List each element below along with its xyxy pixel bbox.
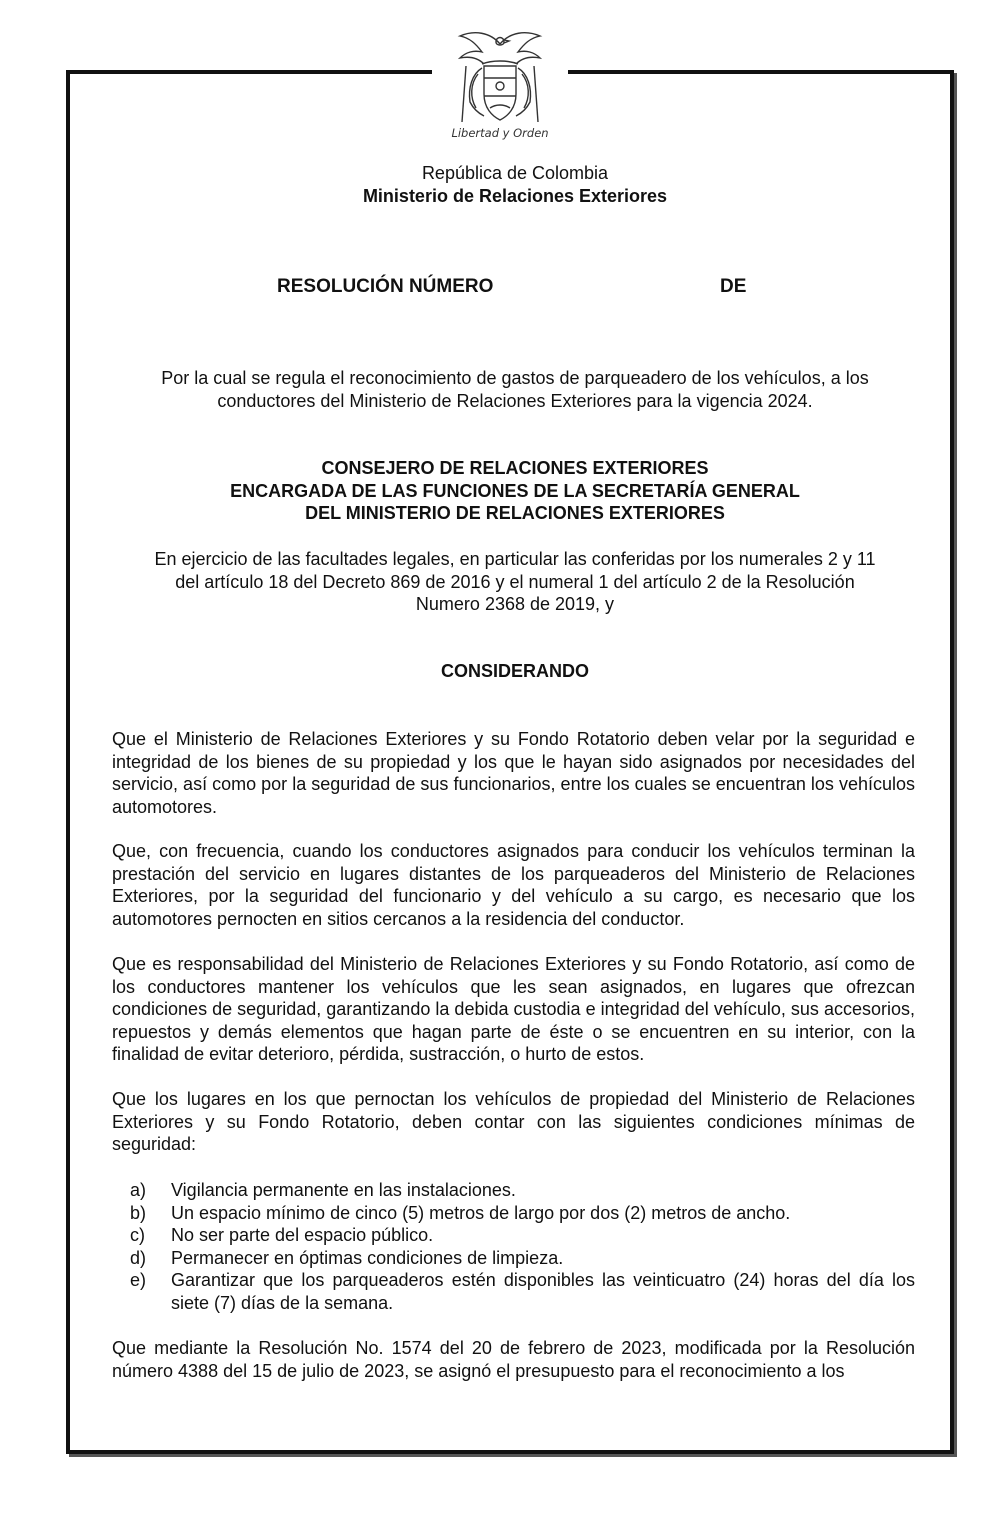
subject-line: conductores del Ministerio de Relaciones Exteriores para la vigencia 2024. [217, 390, 813, 411]
resolution-number-label: RESOLUCIÓN NÚMERO [277, 276, 494, 297]
authority-line: ENCARGADA DE LAS FUNCIONES DE LA SECRETARÍA GENERAL [230, 480, 800, 501]
legal-faculties [100, 548, 930, 616]
list-marker: a) [130, 1180, 147, 1200]
list-item-text: Vigilancia permanente en las instalaciones. [171, 1180, 516, 1200]
issuer-heading [100, 162, 930, 207]
recital-paragraph: Que, con frecuencia, cuando los conductores asignados para conducir los vehículos terminan la prestación del servicio en lugares distantes de los parqueaderos del Ministerio de Relaciones Exteriores, por la seguridad del funcionario y del vehículo a su cargo, es necesario que los automotores pernocten en sitios cercanos a la residencia del conductor. [112, 841, 915, 929]
list-item [130, 1202, 915, 1225]
list-item [130, 1179, 915, 1202]
considerando-heading: CONSIDERANDO [440, 661, 589, 681]
resolution-date-label: DE [720, 276, 747, 297]
resolution-subject [100, 367, 930, 412]
authority-line: CONSEJERO DE RELACIONES EXTERIORES [321, 458, 709, 478]
list-item [130, 1224, 915, 1247]
list-item-text: Garantizar que los parqueaderos estén disponibles las veinticuatro (24) horas del día los siete (7) días de la semana. [171, 1270, 915, 1313]
list-marker: d) [130, 1247, 147, 1268]
coat-of-arms-icon [452, 24, 548, 132]
list-marker: c) [130, 1225, 145, 1245]
faculties-line: Numero 2368 de 2019, y [415, 594, 615, 614]
recital-paragraph-final: Que mediante la Resolución No. 1574 del 20 de febrero de 2023, modificada por la Resolución número 4388 del 15 de julio de 2023, se asignó el presupuesto para el reconocimiento a los [112, 1338, 915, 1381]
faculties-line: En ejercicio de las facultades legales, en particular las conferidas por los numerales 2 y 11 [154, 549, 876, 569]
authority-line: DEL MINISTERIO DE RELACIONES EXTERIORES [305, 503, 725, 523]
list-item-text: Permanecer en óptimas condiciones de limpieza. [171, 1247, 564, 1268]
faculties-line: del artículo 18 del Decreto 869 de 2016 y el numeral 1 del artículo 2 de la Resolución [175, 571, 855, 592]
subject-line: Por la cual se regula el reconocimiento de gastos de parqueadero de los vehículos, a los [161, 368, 869, 388]
list-item [130, 1269, 915, 1314]
list-marker: b) [130, 1202, 147, 1223]
seal-motto: Libertad y Orden [451, 126, 549, 140]
recital-paragraph: Que es responsabilidad del Ministerio de Relaciones Exteriores y su Fondo Rotatorio, así como de los conductores mantener los vehículos que les sean asignados, en lugares que ofrezcan condiciones de seguridad, garantizando la debida custodia e integridad del vehículo, sus accesorios, repuestos y demás elementos que hagan parte de éste o se encuentren en su interior, con la finalidad de evitar deterioro, pérdida, sustracción, o hurto de estos. [112, 954, 915, 1064]
country-name: República de Colombia [421, 163, 609, 183]
list-item-text: No ser parte del espacio público. [171, 1225, 434, 1245]
issuing-authority [100, 457, 930, 525]
ministry-name: Ministerio de Relaciones Exteriores [362, 185, 668, 206]
list-item [130, 1247, 915, 1270]
list-marker: e) [130, 1270, 147, 1290]
security-conditions-list [130, 1179, 915, 1314]
recital-paragraph: Que el Ministerio de Relaciones Exteriores y su Fondo Rotatorio deben velar por la seguridad e integridad de los bienes de su propiedad y los que le hayan sido asignados por necesidades del servicio, así como por la seguridad de sus funcionarios, entre los cuales se encuentran los vehículos automotores. [112, 729, 915, 817]
list-item-text: Un espacio mínimo de cinco (5) metros de largo por dos (2) metros de ancho. [171, 1202, 791, 1223]
recital-paragraph: Que los lugares en los que pernoctan los vehículos de propiedad del Ministerio de Relaciones Exteriores y su Fondo Rotatorio, deben contar con las siguientes condiciones mínimas de seguridad: [112, 1089, 915, 1154]
